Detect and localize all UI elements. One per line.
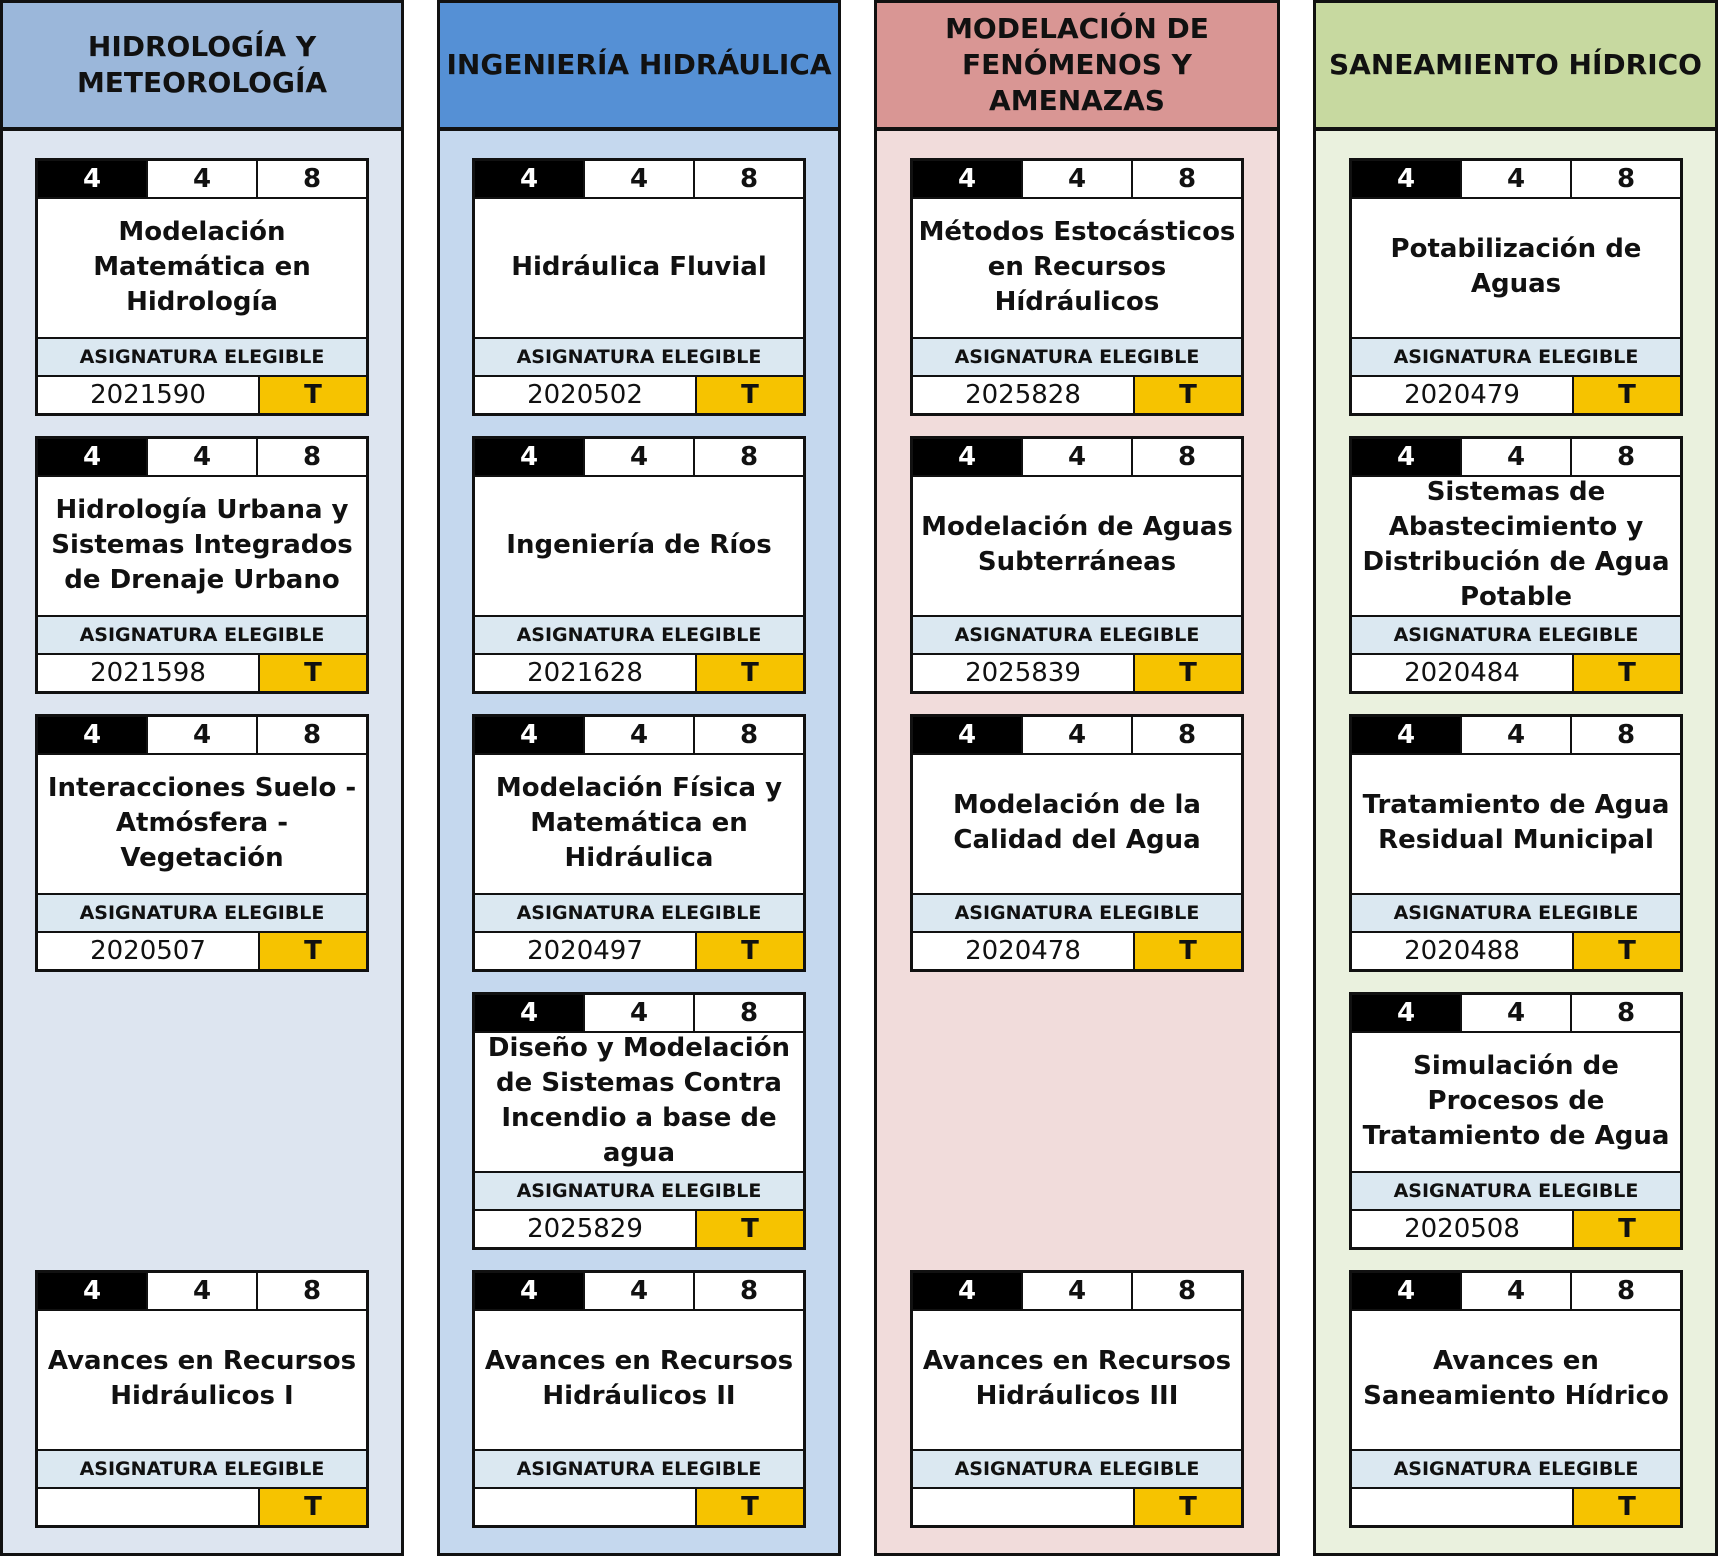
- course-title: Métodos Estocásticos en Recursos Hídráulicos: [918, 216, 1236, 317]
- type-badge: T: [1135, 655, 1241, 691]
- course-title: Modelación de la Calidad del Agua: [953, 790, 1201, 855]
- hours-box: 8: [1131, 1273, 1241, 1309]
- course-card[interactable]: [35, 436, 369, 694]
- hours-box: 8: [256, 161, 366, 197]
- column-saneamiento: [1313, 0, 1718, 1556]
- course-title: Potabilización de Aguas: [1390, 234, 1642, 299]
- course-code: 2020478: [913, 933, 1135, 969]
- course-card[interactable]: [472, 158, 806, 416]
- course-card[interactable]: [472, 436, 806, 694]
- course-card[interactable]: [1349, 714, 1683, 972]
- hours-box: 4: [583, 717, 693, 753]
- course-code: 2021598: [38, 655, 260, 691]
- course-code: [913, 1489, 1135, 1525]
- column-header: MODELACIÓN DE FENÓMENOS Y AMENAZAS: [877, 3, 1277, 131]
- credits-box: 4: [1352, 995, 1460, 1031]
- course-title: Ingeniería de Ríos: [506, 529, 772, 560]
- course-card[interactable]: [35, 714, 369, 972]
- hours-box: 4: [1460, 717, 1570, 753]
- credits-box: 4: [1352, 717, 1460, 753]
- credits-box: 4: [913, 439, 1021, 475]
- type-badge: T: [1574, 1489, 1680, 1525]
- hours-box: 8: [1570, 1273, 1680, 1309]
- hours-box: 4: [146, 161, 256, 197]
- type-badge: T: [1135, 377, 1241, 413]
- eligible-label: ASIGNATURA ELEGIBLE: [913, 893, 1241, 933]
- hours-box: 8: [1570, 717, 1680, 753]
- hours-box: 8: [1131, 717, 1241, 753]
- course-code: 2020497: [475, 933, 697, 969]
- eligible-label: ASIGNATURA ELEGIBLE: [1352, 615, 1680, 655]
- hours-box: 4: [1021, 161, 1131, 197]
- credits-box: 4: [475, 1273, 583, 1309]
- type-badge: T: [697, 1211, 803, 1247]
- credits-box: 4: [913, 717, 1021, 753]
- course-title: Modelación Matemática en Hidrología: [93, 216, 311, 317]
- column-header: INGENIERÍA HIDRÁULICA: [440, 3, 838, 131]
- eligible-label: ASIGNATURA ELEGIBLE: [913, 615, 1241, 655]
- course-code: 2025829: [475, 1211, 697, 1247]
- type-badge: T: [260, 1489, 366, 1525]
- course-title: Modelación de Aguas Subterráneas: [921, 512, 1233, 577]
- hours-box: 8: [256, 439, 366, 475]
- course-code: [38, 1489, 260, 1525]
- type-badge: T: [697, 655, 803, 691]
- eligible-label: ASIGNATURA ELEGIBLE: [913, 337, 1241, 377]
- hours-box: 8: [256, 717, 366, 753]
- column-hidrologia: [0, 0, 404, 1556]
- credits-box: 4: [38, 1273, 146, 1309]
- credits-box: 4: [913, 161, 1021, 197]
- course-card[interactable]: [35, 158, 369, 416]
- course-card[interactable]: [910, 714, 1244, 972]
- eligible-label: ASIGNATURA ELEGIBLE: [38, 1449, 366, 1489]
- hours-box: 4: [583, 439, 693, 475]
- eligible-label: ASIGNATURA ELEGIBLE: [475, 337, 803, 377]
- credits-box: 4: [38, 439, 146, 475]
- column-ingenieria: [437, 0, 841, 1556]
- eligible-label: ASIGNATURA ELEGIBLE: [1352, 1171, 1680, 1211]
- hours-box: 4: [1021, 717, 1131, 753]
- hours-box: 8: [1570, 439, 1680, 475]
- type-badge: T: [697, 1489, 803, 1525]
- eligible-label: ASIGNATURA ELEGIBLE: [38, 893, 366, 933]
- hours-box: 4: [583, 161, 693, 197]
- eligible-label: ASIGNATURA ELEGIBLE: [475, 1171, 803, 1211]
- eligible-label: ASIGNATURA ELEGIBLE: [475, 893, 803, 933]
- eligible-label: ASIGNATURA ELEGIBLE: [1352, 893, 1680, 933]
- course-title: Modelación Física y Matemática en Hidráulica: [495, 772, 783, 873]
- type-badge: T: [1574, 933, 1680, 969]
- course-title: Interacciones Suelo - Atmósfera - Vegetación: [47, 772, 357, 873]
- course-code: [1352, 1489, 1574, 1525]
- eligible-label: ASIGNATURA ELEGIBLE: [38, 615, 366, 655]
- course-title: Avances en Recursos Hidráulicos II: [484, 1346, 794, 1411]
- course-title: Hidrología Urbana y Sistemas Integrados de Drenaje Urbano: [51, 494, 353, 595]
- type-badge: T: [260, 377, 366, 413]
- hours-box: 4: [1021, 1273, 1131, 1309]
- course-title: Sistemas de Abastecimiento y Distribución de Agua Potable: [1362, 477, 1670, 612]
- hours-box: 4: [146, 439, 256, 475]
- credits-box: 4: [38, 161, 146, 197]
- hours-box: 8: [1131, 161, 1241, 197]
- course-code: 2021590: [38, 377, 260, 413]
- type-badge: T: [697, 933, 803, 969]
- course-card[interactable]: [472, 1270, 806, 1528]
- eligible-label: ASIGNATURA ELEGIBLE: [38, 337, 366, 377]
- credits-box: 4: [475, 995, 583, 1031]
- type-badge: T: [1574, 655, 1680, 691]
- hours-box: 4: [583, 995, 693, 1031]
- hours-box: 4: [1460, 1273, 1570, 1309]
- course-card[interactable]: [1349, 436, 1683, 694]
- course-title: Avances en Recursos Hidráulicos I: [47, 1346, 357, 1411]
- hours-box: 4: [146, 1273, 256, 1309]
- course-code: 2021628: [475, 655, 697, 691]
- eligible-label: ASIGNATURA ELEGIBLE: [475, 615, 803, 655]
- type-badge: T: [1135, 933, 1241, 969]
- hours-box: 8: [1131, 439, 1241, 475]
- course-card[interactable]: [1349, 992, 1683, 1250]
- eligible-label: ASIGNATURA ELEGIBLE: [475, 1449, 803, 1489]
- course-card[interactable]: [35, 1270, 369, 1528]
- hours-box: 4: [146, 717, 256, 753]
- column-header: SANEAMIENTO HÍDRICO: [1316, 3, 1715, 131]
- hours-box: 4: [583, 1273, 693, 1309]
- type-badge: T: [1574, 1211, 1680, 1247]
- credits-box: 4: [475, 161, 583, 197]
- hours-box: 4: [1460, 161, 1570, 197]
- type-badge: T: [260, 655, 366, 691]
- type-badge: T: [1135, 1489, 1241, 1525]
- course-code: 2020479: [1352, 377, 1574, 413]
- course-title: Hidráulica Fluvial: [511, 251, 767, 282]
- credits-box: 4: [913, 1273, 1021, 1309]
- hours-box: 4: [1460, 995, 1570, 1031]
- course-title: Tratamiento de Agua Residual Municipal: [1362, 790, 1670, 855]
- credits-box: 4: [38, 717, 146, 753]
- hours-box: 8: [693, 995, 803, 1031]
- course-code: 2020484: [1352, 655, 1574, 691]
- credits-box: 4: [475, 439, 583, 475]
- course-card[interactable]: [472, 714, 806, 972]
- type-badge: T: [697, 377, 803, 413]
- course-title: Diseño y Modelación de Sistemas Contra Incendio a base de agua: [487, 1033, 791, 1168]
- course-card[interactable]: [910, 436, 1244, 694]
- column-modelacion: [874, 0, 1280, 1556]
- course-code: 2020507: [38, 933, 260, 969]
- hours-box: 8: [693, 161, 803, 197]
- eligible-label: ASIGNATURA ELEGIBLE: [1352, 337, 1680, 377]
- type-badge: T: [260, 933, 366, 969]
- hours-box: 8: [256, 1273, 366, 1309]
- eligible-label: ASIGNATURA ELEGIBLE: [913, 1449, 1241, 1489]
- eligible-label: ASIGNATURA ELEGIBLE: [1352, 1449, 1680, 1489]
- credits-box: 4: [1352, 161, 1460, 197]
- course-title: Avances en Saneamiento Hídrico: [1363, 1346, 1669, 1411]
- course-code: 2025839: [913, 655, 1135, 691]
- credits-box: 4: [1352, 1273, 1460, 1309]
- hours-box: 8: [1570, 995, 1680, 1031]
- course-card[interactable]: [472, 992, 806, 1250]
- column-header: HIDROLOGÍA Y METEOROLOGÍA: [3, 3, 401, 131]
- course-card[interactable]: [1349, 158, 1683, 416]
- course-title: Avances en Recursos Hidráulicos III: [922, 1346, 1232, 1411]
- credits-box: 4: [475, 717, 583, 753]
- course-card[interactable]: [910, 158, 1244, 416]
- course-code: [475, 1489, 697, 1525]
- course-code: 2020502: [475, 377, 697, 413]
- hours-box: 4: [1460, 439, 1570, 475]
- course-code: 2020488: [1352, 933, 1574, 969]
- course-code: 2020508: [1352, 1211, 1574, 1247]
- course-title: Simulación de Procesos de Tratamiento de Agua: [1362, 1050, 1670, 1151]
- credits-box: 4: [1352, 439, 1460, 475]
- course-code: 2025828: [913, 377, 1135, 413]
- hours-box: 8: [693, 717, 803, 753]
- hours-box: 8: [693, 1273, 803, 1309]
- course-card[interactable]: [1349, 1270, 1683, 1528]
- hours-box: 8: [693, 439, 803, 475]
- hours-box: 8: [1570, 161, 1680, 197]
- type-badge: T: [1574, 377, 1680, 413]
- hours-box: 4: [1021, 439, 1131, 475]
- course-card[interactable]: [910, 1270, 1244, 1528]
